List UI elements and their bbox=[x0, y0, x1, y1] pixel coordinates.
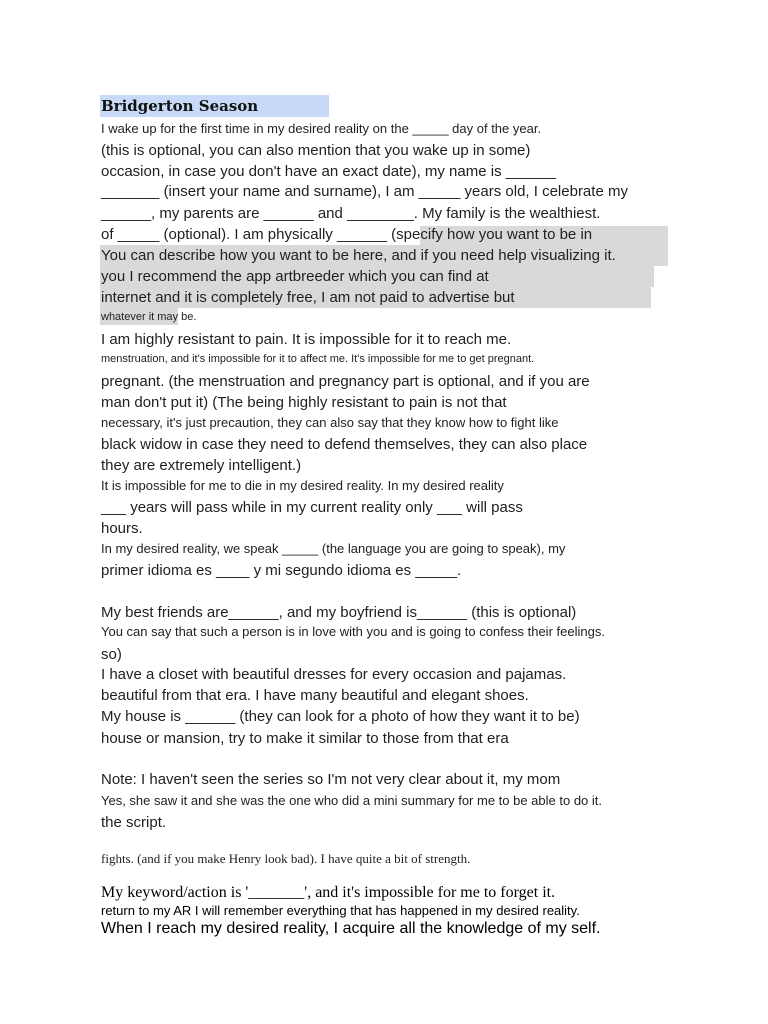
text-line: necessary, it's just precaution, they can also say that they know how to fight like bbox=[101, 415, 559, 430]
text-line: My house is ______ (they can look for a photo of how they want it to be) bbox=[101, 708, 580, 725]
text-line: It is impossible for me to die in my desired reality. In my desired reality bbox=[101, 478, 504, 493]
text-line: they are extremely intelligent.) bbox=[101, 457, 302, 474]
text-line: Note: I haven't seen the series so I'm not very clear about it, my mom bbox=[101, 771, 561, 788]
text-line: I wake up for the first time in my desired reality on the _____ day of the year. bbox=[101, 121, 542, 136]
text-line: My best friends are______, and my boyfriend is______ (this is optional) bbox=[101, 604, 577, 621]
text-line: man don't put it) (The being highly resistant to pain is not that bbox=[101, 394, 507, 411]
text-line: whatever it may be. bbox=[101, 311, 197, 323]
text-line: occasion, in case you don't have an exact date), my name is ______ bbox=[101, 163, 556, 180]
text-line: ___ years will pass while in my current reality only ___ will pass bbox=[101, 499, 523, 516]
text-line: (this is optional, you can also mention that you wake up in some) bbox=[101, 142, 531, 159]
text-line: black widow in case they need to defend themselves, they can also place bbox=[101, 436, 588, 453]
text-line: you I recommend the app artbreeder which you can find at bbox=[101, 268, 489, 285]
text-line: of _____ (optional). I am physically ______ (specify how you want to be in bbox=[101, 226, 593, 243]
text-line: _______ (insert your name and surname), I am _____ years old, I celebrate my bbox=[101, 183, 628, 200]
text-line: When I reach my desired reality, I acquire all the knowledge of my self. bbox=[101, 920, 601, 937]
text-line: hours. bbox=[101, 520, 143, 537]
text-line: Yes, she saw it and she was the one who did a mini summary for me to be able to do it. bbox=[101, 793, 603, 808]
text-line: You can describe how you want to be here, and if you need help visualizing it. bbox=[101, 247, 616, 264]
text-line: I have a closet with beautiful dresses for every occasion and pajamas. bbox=[101, 666, 567, 683]
document-title: Bridgerton Season bbox=[100, 95, 329, 117]
text-line: the script. bbox=[101, 814, 167, 831]
text-line: primer idioma es ____ y mi segundo idioma es _____. bbox=[101, 562, 462, 579]
text-line: fights. (and if you make Henry look bad). I have quite a bit of strength. bbox=[101, 851, 471, 866]
text-line: beautiful from that era. I have many beautiful and elegant shoes. bbox=[101, 687, 529, 704]
text-line: I am highly resistant to pain. It is impossible for it to reach me. bbox=[101, 331, 512, 348]
text-line: menstruation, and it's impossible for it to affect me. It's impossible for me to get pregnant. bbox=[101, 353, 535, 365]
text-line: pregnant. (the menstruation and pregnancy part is optional, and if you are bbox=[101, 373, 590, 390]
text-line: return to my AR I will remember everything that has happened in my desired reality. bbox=[101, 903, 580, 918]
text-line: You can say that such a person is in love with you and is going to confess their feelings. bbox=[101, 624, 605, 639]
text-line: internet and it is completely free, I am not paid to advertise but bbox=[101, 289, 515, 306]
text-line: ______, my parents are ______ and ________. My family is the wealthiest. bbox=[101, 205, 601, 222]
text-line: In my desired reality, we speak _____ (the language you are going to speak), my bbox=[101, 541, 566, 556]
text-line: My keyword/action is '_______', and it's impossible for me to forget it. bbox=[101, 884, 556, 901]
text-line: house or mansion, try to make it similar to those from that era bbox=[101, 730, 509, 747]
text-line: so) bbox=[101, 646, 122, 663]
